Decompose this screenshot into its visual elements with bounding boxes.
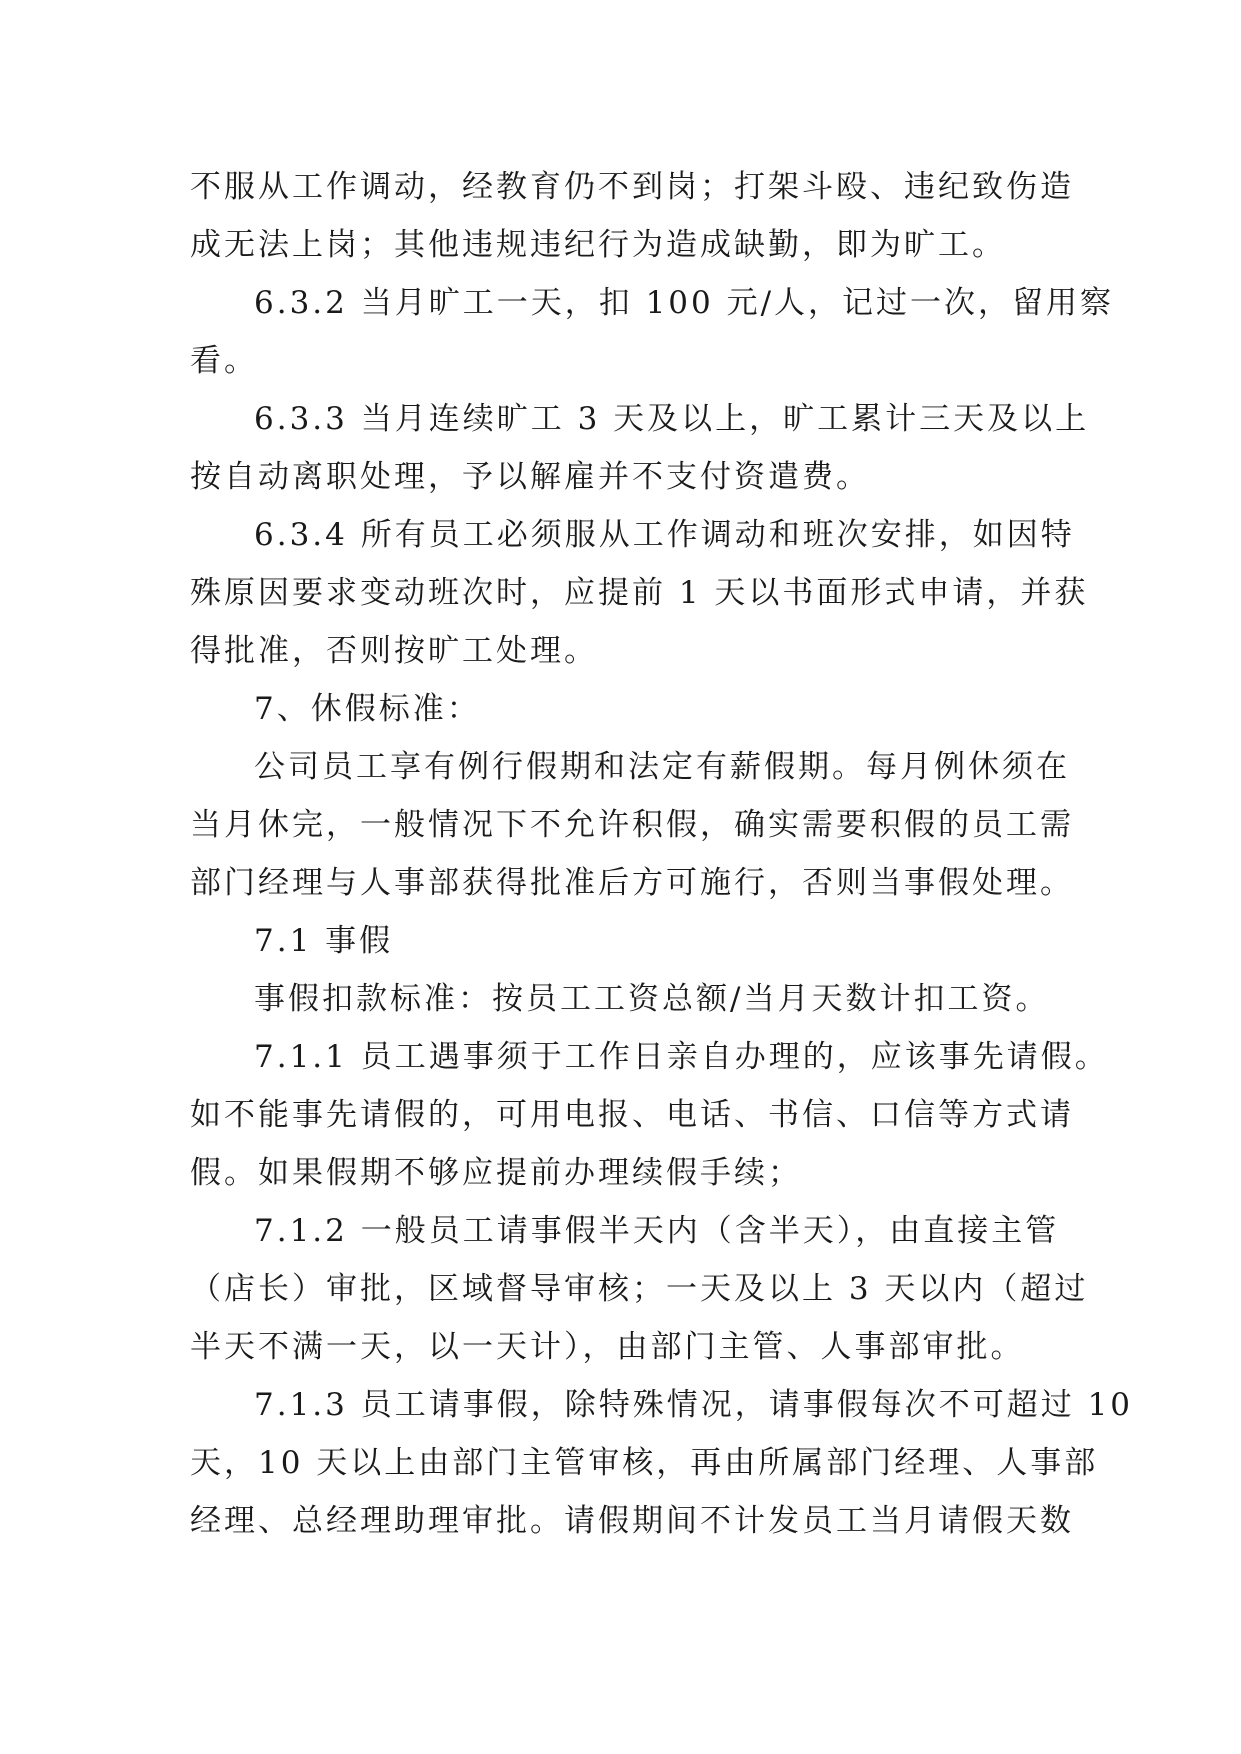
text-line: 成无法上岗；其他违规违纪行为造成缺勤，即为旷工。 [190,227,1006,263]
text-line: 7、休假标准： [254,691,481,727]
text-line: 7.1 事假 [254,923,394,959]
text-line: 7.1.3 员工请事假，除特殊情况，请事假每次不可超过 10 [254,1387,1134,1423]
text-line: 按自动离职处理，予以解雇并不支付资遣费。 [190,459,870,495]
text-line: 当月休完，一般情况下不允许积假，确实需要积假的员工需 [190,807,1074,843]
text-line: 7.1.1 员工遇事须于工作日亲自办理的，应该事先请假。 [254,1039,1109,1075]
text-line: 6.3.4 所有员工必须服从工作调动和班次安排，如因特 [254,517,1075,553]
text-line: 6.3.2 当月旷工一天，扣 100 元/人，记过一次，留用察 [254,285,1115,321]
text-line: 7.1.2 一般员工请事假半天内（含半天），由直接主管 [254,1213,1060,1249]
text-line: （店长）审批，区域督导审核；一天及以上 3 天以内（超过 [190,1271,1089,1307]
text-line: 部门经理与人事部获得批准后方可施行，否则当事假处理。 [190,865,1074,901]
text-line: 天，10 天以上由部门主管审核，再由所属部门经理、人事部 [190,1445,1099,1481]
document-body [190,158,1134,1550]
text-line: 事假扣款标准：按员工工资总额/当月天数计扣工资。 [254,981,1050,1017]
text-line: 如不能事先请假的，可用电报、电话、书信、口信等方式请 [190,1097,1074,1133]
text-line: 公司员工享有例行假期和法定有薪假期。每月例休须在 [254,749,1070,785]
text-line: 看。 [190,343,258,379]
text-line: 得批准，否则按旷工处理。 [190,633,598,669]
text-line: 不服从工作调动，经教育仍不到岗；打架斗殴、违纪致伤造 [190,169,1074,205]
text-line: 经理、总经理助理审批。请假期间不计发员工当月请假天数 [190,1503,1074,1539]
text-line: 6.3.3 当月连续旷工 3 天及以上，旷工累计三天及以上 [254,401,1090,437]
text-line: 半天不满一天，以一天计），由部门主管、人事部审批。 [190,1329,1025,1365]
text-line: 假。如果假期不够应提前办理续假手续； [190,1155,802,1191]
text-line: 殊原因要求变动班次时，应提前 1 天以书面形式申请，并获 [190,575,1089,611]
